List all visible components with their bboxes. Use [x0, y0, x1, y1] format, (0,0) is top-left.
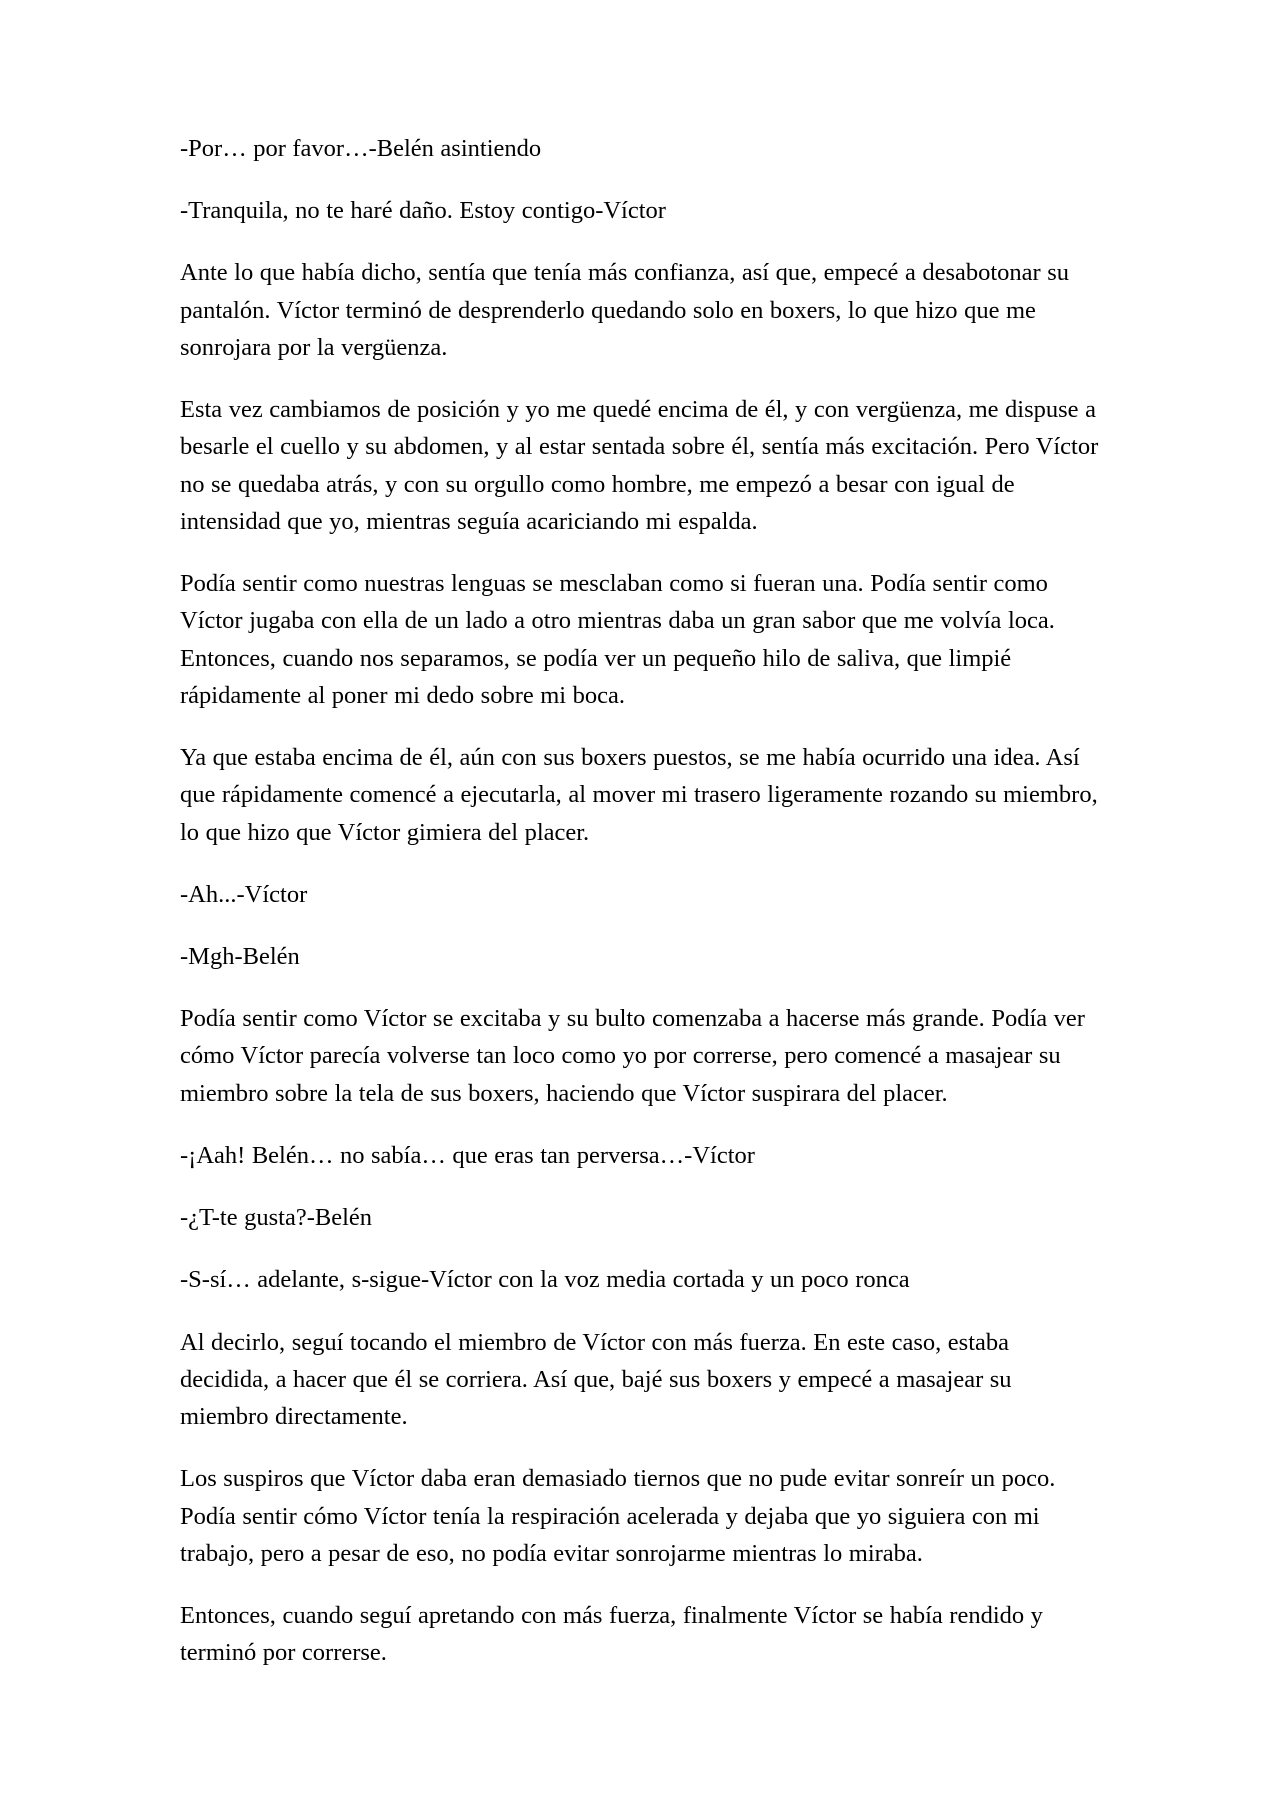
paragraph: -¿T-te gusta?-Belén [180, 1204, 373, 1232]
paragraph: Entonces, cuando seguí apretando con más fuerza, finalmente Víctor se había rendido y terminó por correrse. [180, 1602, 1043, 1667]
paragraph: Podía sentir como nuestras lenguas se mesclaban como si fueran una. Podía sentir como Víctor jugaba con ella de un lado a otro mientras daba un gran sabor que me volvía loca. Entonces, cuando nos separamos, se podía ver un pequeño hilo de saliva, que limpié rápidamente al poner mi dedo sobre mi boca. [180, 570, 1055, 709]
paragraph: -Ah...-Víctor [180, 880, 308, 908]
paragraph: Podía sentir como Víctor se excitaba y su bulto comenzaba a hacerse más grande. Podía ver cómo Víctor parecía volverse tan loco como yo por correrse, pero comencé a masajear su miembro sobre la tela de sus boxers, haciendo que Víctor suspirara del placer. [180, 1005, 1085, 1107]
paragraph: -Tranquila, no te haré daño. Estoy contigo-Víctor [180, 197, 666, 225]
paragraph: Esta vez cambiamos de posición y yo me quedé encima de él, y con vergüenza, me dispuse a besarle el cuello y su abdomen, y al estar sentada sobre él, sentía más excitación. Pero Víctor no se quedaba atrás, y con su orgullo como hombre, me empezó a besar con igual de intensidad que yo, mientras seguía acariciando mi espalda. [180, 396, 1099, 535]
paragraph: -Por… por favor…-Belén asintiendo [180, 135, 542, 162]
paragraph: Al decirlo, seguí tocando el miembro de Víctor con más fuerza. En este caso, estaba decidida, a hacer que él se corriera. Así que, bajé sus boxers y empecé a masajear su miembro directamente. [180, 1328, 1012, 1431]
paragraph: -Mgh-Belén [180, 942, 300, 970]
paragraph: Ya que estaba encima de él, aún con sus boxers puestos, se me había ocurrido una idea. Así que rápidamente comencé a ejecutarla, al mover mi trasero ligeramente rozando su miembro, lo que hizo que Víctor gimiera del placer. [180, 744, 1098, 846]
paragraph: Los suspiros que Víctor daba eran demasiado tiernos que no pude evitar sonreír un poco. Podía sentir cómo Víctor tenía la respiración acelerada y dejaba que yo siguiera con mi trabajo, pero a pesar de eso, no podía evitar sonrojarme mientras lo miraba. [180, 1465, 1056, 1567]
paragraph: -¡Aah! Belén… no sabía… que eras tan perversa…-Víctor [180, 1141, 755, 1169]
paragraph: -S-sí… adelante, s-sigue-Víctor con la voz media cortada y un poco ronca [180, 1266, 910, 1294]
paragraph: Ante lo que había dicho, sentía que tenía más confianza, así que, empecé a desabotonar su pantalón. Víctor terminó de desprenderlo quedando solo en boxers, lo que hizo que me sonrojara por la vergüenza. [180, 259, 1070, 361]
document-body [180, 130, 1100, 1672]
